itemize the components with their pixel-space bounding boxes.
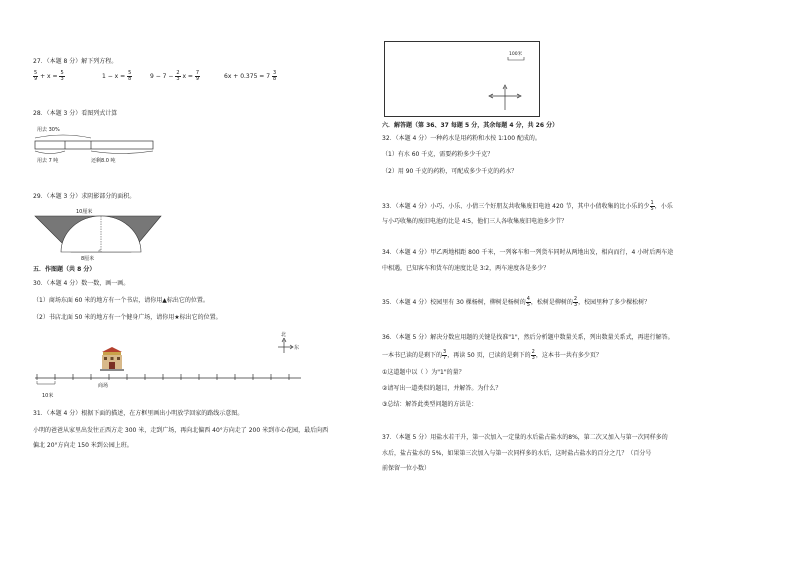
fraction-denominator: 9: [34, 76, 38, 82]
q28-title: 28．（本题 3 分）看图列式计算: [33, 110, 118, 117]
q32-item-2: （2）用 90 千克的药粉，可配成多少千克的药水？: [382, 168, 518, 175]
fraction-denominator: 8: [128, 76, 132, 82]
fraction-numerator: 4: [526, 296, 530, 302]
fraction-denominator: 3: [531, 355, 535, 361]
fraction-numerator: 2: [531, 349, 535, 355]
fraction-numerator: 3: [272, 70, 277, 76]
q33-text: ，小乐: [654, 203, 673, 210]
fraction-numerator: 2: [573, 296, 578, 302]
q37-line-2: 水后，盐占盐水的 5%，如果第三次加入与第一次同样多的水后，这时盐占盐水的百分之几？（百分号: [382, 450, 652, 457]
fraction-numerator: 5: [34, 70, 38, 76]
box-scale-label: 100米: [509, 52, 523, 57]
q34-line-2: 中相遇，已知客车和货车的速度比是 3∶2，两车速度各是多少？: [382, 265, 550, 272]
right-label: 还剩8.0 吨: [91, 158, 116, 164]
q37-line-1: 37．（本题 5 分）用盐水若干升，第一次加入一定量的水后盐占盐水的8%，第二次又加入与第一次同样多的: [382, 434, 668, 441]
q33-line-2: 与小巧收集的废旧电池的比是 4∶5，他们三人各收集废旧电池多少节？: [382, 218, 568, 225]
direction-cross-icon: [488, 84, 522, 112]
q27-title: 27．（本题 8 分）解下列方程。: [33, 58, 118, 65]
q30-item-2: （2）书店北面 50 米的地方有一个健身广场，请你用★标出它的位置。: [33, 314, 222, 321]
q36-text: ，再读 50 页，已读的是剩下的: [447, 352, 531, 359]
q35-line: [382, 297, 650, 308]
q30-item-1: （1）商场东面 60 米的地方有一个书店，请你用▲标出它的位置。: [33, 297, 209, 304]
left-label: 用去 7 吨: [37, 158, 59, 164]
q29-title: 29．（本题 3 分）求阴影部分的面积。: [33, 193, 136, 200]
equation-4: [224, 71, 277, 82]
fraction-denominator: 5: [650, 206, 654, 212]
equation-3: [150, 71, 200, 82]
fraction-denominator: 3: [573, 302, 578, 308]
fraction-denominator: 3: [60, 76, 64, 82]
scale-label: 10米: [42, 393, 54, 399]
box-scale-bar: [507, 57, 525, 61]
mall-building-icon: [99, 345, 125, 371]
equation-text: x =: [182, 73, 193, 80]
top-label: 用去 30%: [37, 127, 60, 133]
q36-item-2: ②请写出一道类似的题目，并解答。为什么？: [382, 385, 502, 392]
scale-number-line: [33, 372, 305, 386]
fraction-numerator: 2: [176, 70, 180, 76]
q36-text: 一本书已读的是剩下的: [382, 352, 443, 359]
equation-text: 6x + 0.375 = 7: [224, 73, 271, 80]
bottom-length-label: 8厘米: [81, 256, 95, 262]
equation-2: [102, 71, 132, 82]
q32-title: 32．（本题 4 分）一种药水是用药粉和水按 1∶100 配成的。: [382, 135, 541, 142]
q36-line-1: 36．（本题 5 分）解决分数应用题的关键是找准"1"，然后分析题中数量关系，列出数量关系式，再进行解答。: [382, 334, 674, 341]
q30-title: 30．（本题 4 分）数一数，画一画。: [33, 280, 130, 287]
mall-label: 商场: [98, 383, 109, 389]
q31-line-1: 小明的爸爸从家里出发往正西方走 300 米，走到广场，再向北偏西 40°方向走了 200 米到市心花园，最后向西: [33, 427, 329, 434]
section-5-heading: 五．作图题（共 8 分）: [33, 266, 96, 273]
fraction-numerator: 5: [128, 70, 132, 76]
q36-item-1: ①这道题中以（ ）为"1"的量？: [382, 369, 465, 376]
fraction-denominator: 5: [526, 302, 530, 308]
top-length-label: 10厘米: [76, 209, 93, 215]
equation-text: + x =: [40, 73, 58, 80]
fraction-denominator: 7: [443, 355, 447, 361]
q32-item-1: （1）有水 60 千克，需要药粉多少千克？: [382, 151, 494, 158]
fraction-numerator: 7: [195, 70, 200, 76]
q35-text: ，松树是柳树的: [530, 299, 573, 306]
q34-line-1: 34．（本题 4 分）甲乙两地相距 800 千米，一列客车和一列货车同时从两地出发，相向而行，4 小时后两车途: [382, 249, 674, 256]
q33-line-1: [382, 201, 673, 212]
q31-title: 31．（本题 4 分）根据下面的描述，在方框里画出小明放学回家的路线示意图。: [33, 410, 244, 417]
q36-text: ，这本书一共有多少页？: [535, 352, 602, 359]
q35-text: ，校园里种了多少棵松树？: [578, 299, 651, 306]
q36-line-2: [382, 350, 602, 361]
north-label: 北: [281, 332, 287, 338]
equation-text: 9 − 7 −: [150, 73, 174, 80]
q37-line-3: 前保留一位小数）: [382, 465, 431, 472]
fraction-numerator: 5: [60, 70, 64, 76]
q33-text: 33．（本题 4 分）小巧、小乐、小倩三个好朋友共收集废旧电池 420 节，其中小倩收集的比小乐的少: [382, 203, 650, 210]
q31-line-2: 偏北 20°方向走 150 米到公园上班。: [33, 442, 133, 449]
fraction-denominator: 8: [272, 76, 277, 82]
compass-arrow-icon: [276, 338, 294, 354]
q36-item-3: ③总结：解答此类型问题的方法是：: [382, 401, 478, 408]
q35-text: 35．（本题 4 分）校园里有 30 棵杨树，柳树是杨树的: [382, 299, 526, 306]
fraction-numerator: 3: [443, 349, 447, 355]
fraction-numerator: 1: [650, 200, 654, 206]
fraction-denominator: 9: [195, 76, 200, 82]
section-6-heading: 六．解答题（第 36、37 每题 5 分，其余每题 4 分，共 26 分）: [382, 122, 559, 129]
equation-1: [33, 71, 65, 82]
east-label: 东: [294, 345, 300, 351]
trapezoid-shape: [33, 214, 163, 256]
fraction-denominator: 3: [176, 76, 180, 82]
equation-text: 1 − x =: [102, 73, 126, 80]
